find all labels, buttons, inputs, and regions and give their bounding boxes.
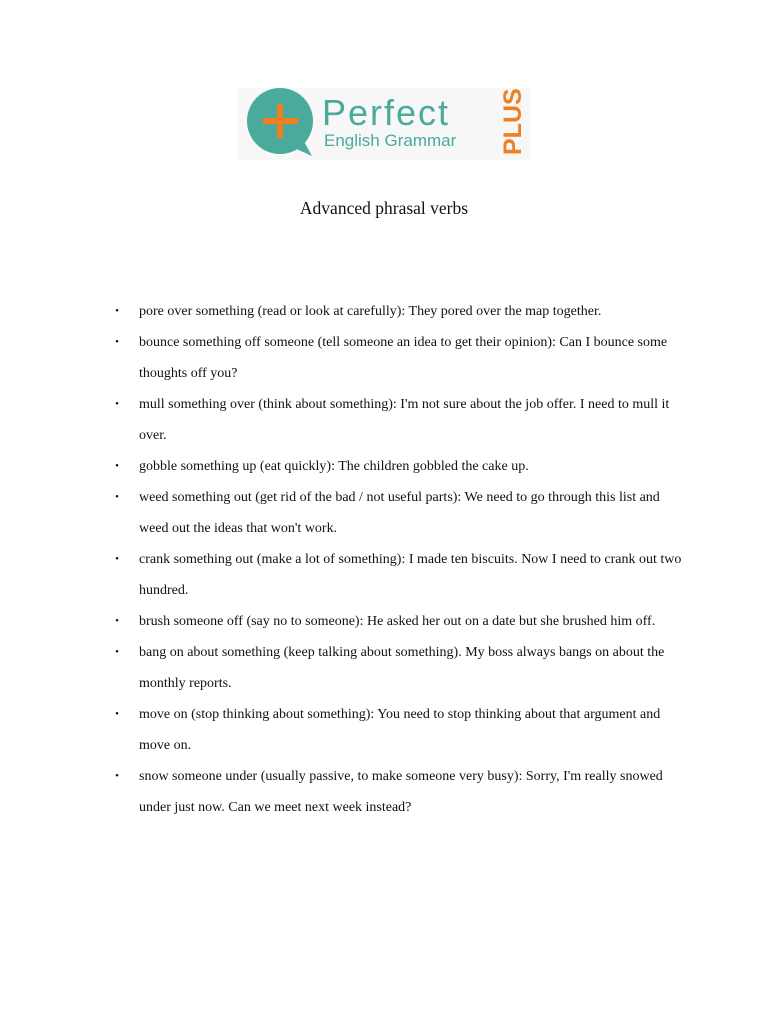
list-item-text: move on (stop thinking about something): You need to stop thinking about that argument and move on. (139, 707, 661, 753)
bullet-icon: • (115, 770, 119, 782)
list-item-text: pore over something (read or look at carefully): They pored over the map together. (139, 304, 602, 319)
bullet-icon: • (115, 553, 119, 565)
list-item-text: bang on about something (keep talking about something). My boss always bangs on about the monthly reports. (139, 645, 665, 691)
bullet-icon: • (115, 646, 119, 658)
list-item (110, 699, 690, 761)
list-item (110, 296, 690, 327)
list-item-text: mull something over (think about something): I'm not sure about the job offer. I need to mull it over. (139, 397, 670, 443)
perfect-english-grammar-plus-logo (238, 88, 530, 160)
bullet-icon: • (115, 336, 119, 348)
bullet-icon: • (115, 708, 119, 720)
list-item (110, 451, 690, 482)
bullet-icon: • (115, 305, 119, 317)
bullet-icon: • (115, 491, 119, 503)
phrasal-verb-list (110, 296, 690, 823)
list-item-text: brush someone off (say no to someone): He asked her out on a date but she brushed him off. (139, 614, 656, 629)
list-item (110, 606, 690, 637)
logo-graphic (238, 88, 530, 160)
list-item-text: crank something out (make a lot of something): I made ten biscuits. Now I need to crank out two hundred. (139, 552, 682, 598)
document-title: Advanced phrasal verbs (299, 198, 469, 218)
list-item (110, 327, 690, 389)
list-item (110, 482, 690, 544)
logo-plus-tag: PLUS (499, 88, 527, 155)
list-item-text: snow someone under (usually passive, to make someone very busy): Sorry, I'm really snowed under just now. Can we meet next week instead? (139, 769, 663, 815)
bullet-icon: • (115, 460, 119, 472)
bullet-icon: • (115, 615, 119, 627)
logo-brand-word: Perfect (322, 92, 451, 133)
list-item (110, 544, 690, 606)
list-item (110, 761, 690, 823)
bullet-icon: • (115, 398, 119, 410)
list-item (110, 389, 690, 451)
logo-sub-line: English Grammar (324, 131, 457, 150)
list-item (110, 637, 690, 699)
list-item-text: weed something out (get rid of the bad / not useful parts): We need to go through this list and weed out the ideas that won't work. (139, 490, 660, 536)
list-item-text: gobble something up (eat quickly): The children gobbled the cake up. (139, 459, 529, 474)
list-item-text: bounce something off someone (tell someone an idea to get their opinion): Can I bounce some thoughts off you? (139, 335, 668, 381)
